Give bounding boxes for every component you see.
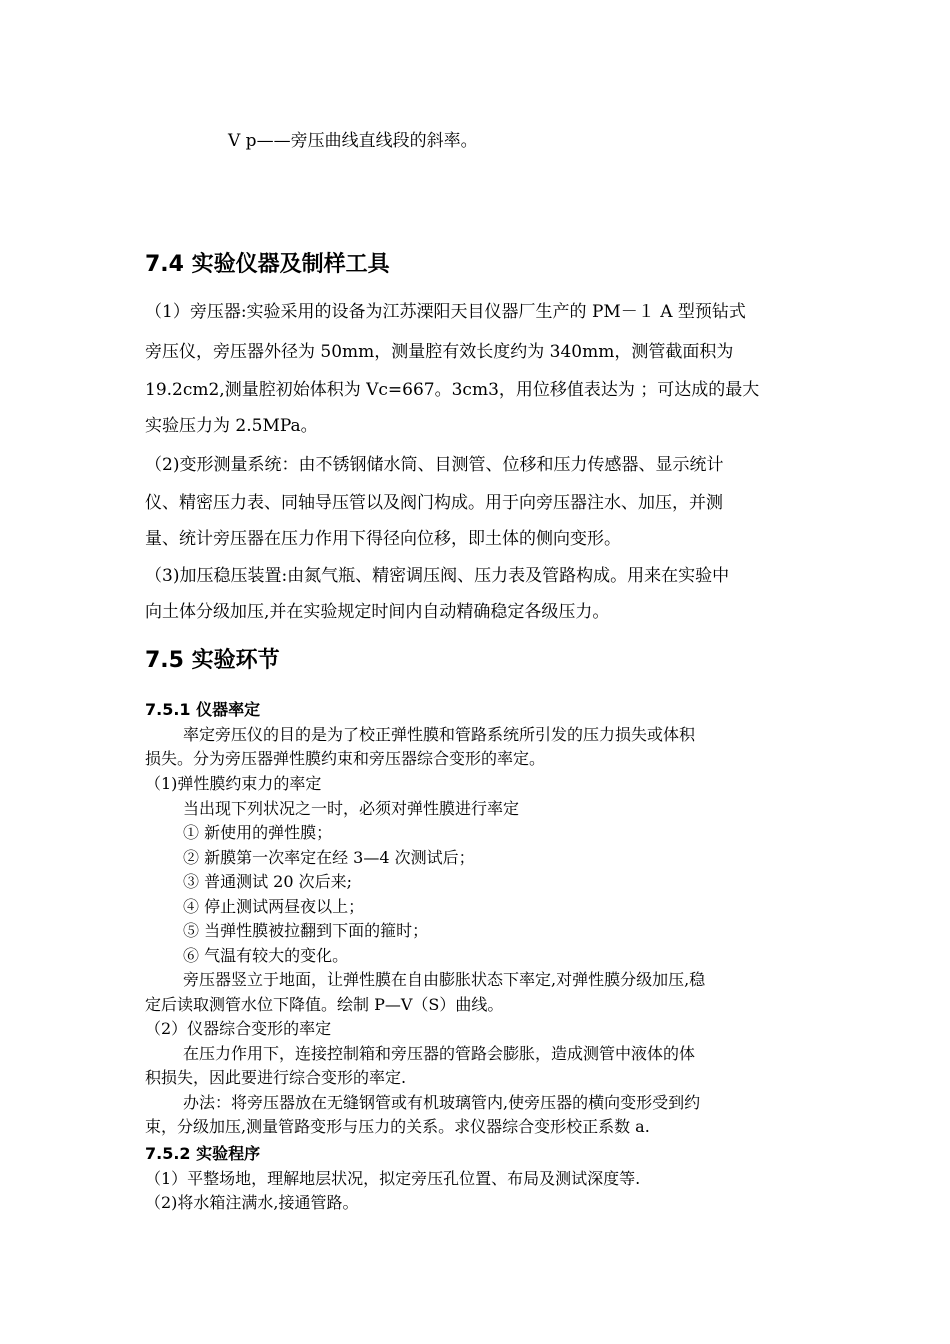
part1-list-item: ③ 普通测试 20 次后来; — [183, 872, 353, 891]
part1-method-line: 定后读取测管水位下降值。绘制 P—V（S）曲线。 — [145, 995, 504, 1014]
section-7-4-item1-line: （1）旁压器:实验采用的设备为江苏溧阳天目仪器厂生产的 PM－１ A 型预钻式 — [145, 302, 746, 322]
section-7-4-item1-line: 19.2cm2,测量腔初始体积为 Vc=667。3cm3，用位移值表达为 ；可达成的最大 — [145, 380, 760, 400]
section-7-4-item3-line: （3)加压稳压装置:由氮气瓶、精密调压阀、压力表及管路构成。用来在实验中 — [145, 566, 730, 586]
part1-list-item: ② 新膜第一次率定在经 3—4 次测试后； — [183, 848, 475, 867]
part1-condition: 当出现下列状况之一时，必须对弹性膜进行率定 — [183, 799, 520, 818]
section-7-4-item3-line: 向土体分级加压,并在实验规定时间内自动精确稳定各级压力。 — [145, 602, 610, 622]
section-7-4-title: 7.4 实验仪器及制样工具 — [145, 252, 390, 277]
section-7-4-item1-line: 实验压力为 2.5MPa。 — [145, 416, 318, 436]
part1-list-item: ⑥ 气温有较大的变化。 — [183, 946, 349, 965]
formula-note: V p——旁压曲线直线段的斜率。 — [228, 131, 478, 151]
part2-desc-line: 在压力作用下，连接控制箱和旁压器的管路会膨胀，造成测管中液体的体 — [183, 1044, 696, 1063]
section-7-4-item2-line: 量、统计旁压器在压力作用下得径向位移，即土体的侧向变形。 — [145, 529, 621, 549]
section-7-5-title: 7.5 实验环节 — [145, 648, 280, 673]
part1-method-line: 旁压器竖立于地面，让弹性膜在自由膨胀状态下率定,对弹性膜分级加压,稳 — [183, 970, 706, 989]
part1-list-item: ④ 停止测试两昼夜以上； — [183, 897, 365, 916]
intro-line: 率定旁压仪的目的是为了校正弹性膜和管路系统所引发的压力损失或体积 — [183, 725, 696, 744]
intro-line: 损失。分为旁压器弹性膜约束和旁压器综合变形的率定。 — [145, 749, 546, 768]
procedure-step: （1）平整场地，理解地层状况，拟定旁压孔位置、布局及测试深度等. — [145, 1169, 641, 1188]
part1-list-item: ⑤ 当弹性膜被拉翻到下面的箍时； — [183, 921, 429, 940]
part1-list-item: ① 新使用的弹性膜； — [183, 823, 333, 842]
section-7-4-item1-line: 旁压仪，旁压器外径为 50mm，测量腔有效长度约为 340mm，测管截面积为 — [145, 342, 734, 362]
part2-method-line: 束，分级加压,测量管路变形与压力的关系。求仪器综合变形校正系数 a. — [145, 1117, 650, 1136]
part2-method-line: 办法：将旁压器放在无缝钢管或有机玻璃管内,使旁压器的横向变形受到约 — [183, 1093, 701, 1112]
section-7-4-item2-line: （2)变形测量系统：由不锈钢储水筒、目测管、位移和压力传感器、显示统计 — [145, 455, 724, 475]
section-7-4-item2-line: 仪、精密压力表、同轴导压管以及阀门构成。用于向旁压器注水、加压，并测 — [145, 493, 723, 513]
subsection-7-5-1-title: 7.5.1 仪器率定 — [145, 700, 261, 719]
procedure-step: （2)将水箱注满水,接通管路。 — [145, 1193, 359, 1212]
subsection-7-5-2-title: 7.5.2 实验程序 — [145, 1144, 261, 1163]
part2-title: （2）仪器综合变形的率定 — [145, 1019, 332, 1038]
part1-title: （1)弹性膜约束力的率定 — [145, 774, 322, 793]
part2-desc-line: 积损失，因此要进行综合变形的率定. — [145, 1068, 407, 1087]
